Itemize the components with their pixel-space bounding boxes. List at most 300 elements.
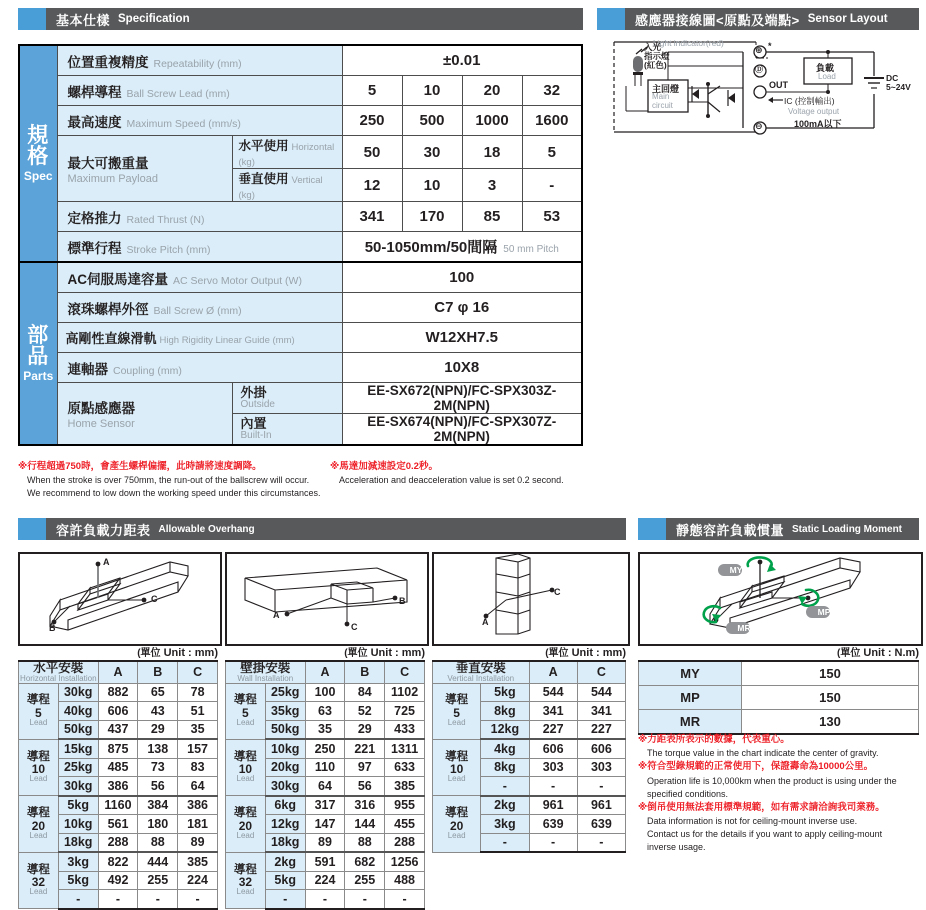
value-payload-h-3: 18 bbox=[462, 136, 522, 169]
table-row bbox=[433, 796, 626, 815]
payload-cell: 50kg bbox=[58, 720, 98, 739]
overhang-value-b: 444 bbox=[138, 852, 178, 871]
table-header-row bbox=[226, 661, 425, 683]
wall-overhang-table-wrapper bbox=[225, 660, 425, 910]
overhang-value-c: 303 bbox=[577, 758, 625, 777]
overhang-value-c: 89 bbox=[178, 833, 218, 852]
overhang-value-a: 386 bbox=[98, 777, 138, 796]
static-loading-moment-diagram bbox=[638, 552, 923, 646]
overhang-value-b: 84 bbox=[345, 683, 385, 702]
table-row bbox=[19, 232, 582, 263]
moment-footnote-3: ※倒吊使用無法套用標準規範，如有需求請洽詢我司業務。 Data information is not for ceiling-mount inverse use. Contact us for the details if you want to apply ceiling-mount inverse usage. bbox=[638, 801, 885, 852]
column-header-a: A bbox=[98, 661, 138, 683]
table-row bbox=[639, 686, 919, 710]
row-label-repeatability: 位置重複精度 Repeatability (mm) bbox=[57, 45, 342, 76]
spec-footnote-2-zh: ※馬達加減速設定0.2秒。 bbox=[330, 461, 438, 472]
overhang-value-b: 56 bbox=[345, 777, 385, 796]
overhang-value-c: 83 bbox=[178, 758, 218, 777]
overhang-value-c: 955 bbox=[385, 796, 425, 815]
parts-side-label-en: Parts bbox=[23, 368, 54, 383]
table-row bbox=[639, 661, 919, 686]
lead-group-label: 導程 32 Lead bbox=[19, 852, 59, 909]
overhang-value-c: 288 bbox=[385, 833, 425, 852]
point-label-a: A bbox=[103, 557, 110, 567]
overhang-value-a: 544 bbox=[529, 683, 577, 702]
overhang-value-b: 316 bbox=[345, 796, 385, 815]
table-row bbox=[19, 262, 582, 293]
sensor-header-title-en: Sensor Layout bbox=[807, 13, 888, 25]
specification-table-wrapper bbox=[18, 44, 583, 446]
overhang-value-a: 882 bbox=[98, 683, 138, 702]
overhang-value-a: 100 bbox=[305, 683, 345, 702]
table-row bbox=[226, 796, 425, 815]
overhang-header-title-zh: 容許負載力距表 bbox=[56, 522, 151, 538]
overhang-value-b: 682 bbox=[345, 852, 385, 871]
row-label-rated-thrust: 定格推力 Rated Thrust (N) bbox=[57, 202, 342, 232]
vertical-overhang-diagram bbox=[432, 552, 630, 646]
overhang-value-a: 224 bbox=[305, 871, 345, 890]
overhang-value-a: 147 bbox=[305, 815, 345, 834]
sensor-section-header bbox=[597, 8, 919, 30]
row-label-stroke-pitch: 標準行程 Stroke Pitch (mm) bbox=[57, 232, 342, 263]
moment-key: MY bbox=[639, 661, 742, 686]
overhang-value-c: - bbox=[385, 890, 425, 909]
overhang-value-c: 385 bbox=[385, 777, 425, 796]
overhang-value-a: 822 bbox=[98, 852, 138, 871]
sensor-header-swatch bbox=[597, 8, 625, 30]
overhang-value-c: 64 bbox=[178, 777, 218, 796]
overhang-value-c: 1256 bbox=[385, 852, 425, 871]
payload-cell: 40kg bbox=[58, 702, 98, 721]
overhang-value-a: 35 bbox=[305, 720, 345, 739]
overhang-value-c: 961 bbox=[577, 796, 625, 815]
d-terminal-icon: Ⓓ bbox=[755, 65, 763, 74]
column-header-c: C bbox=[178, 661, 218, 683]
moment-label-my: MY bbox=[729, 565, 743, 575]
wall-overhang-table bbox=[225, 660, 425, 910]
table-row bbox=[226, 852, 425, 871]
dc-label: DC bbox=[886, 73, 899, 83]
overhang-value-c: 227 bbox=[577, 720, 625, 739]
row-label-home-sensor: 原點感應器 Home Sensor bbox=[57, 383, 232, 446]
overhang-value-b: 43 bbox=[138, 702, 178, 721]
overhang-value-c: 386 bbox=[178, 796, 218, 815]
overhang-header-title-en: Allowable Overhang bbox=[158, 523, 255, 535]
overhang-value-c: 639 bbox=[577, 815, 625, 834]
table-row bbox=[19, 353, 582, 383]
row-label-coupling: 連軸器 Coupling (mm) bbox=[57, 353, 342, 383]
overhang-value-b: 88 bbox=[138, 833, 178, 852]
overhang-value-a: - bbox=[529, 777, 577, 796]
point-label-a: A bbox=[482, 617, 489, 627]
static-loading-moment-table-wrapper bbox=[638, 660, 919, 735]
overhang-value-b: 180 bbox=[138, 815, 178, 834]
overhang-value-c: 725 bbox=[385, 702, 425, 721]
moment-section-header bbox=[638, 518, 919, 540]
overhang-value-b: - bbox=[138, 890, 178, 909]
table-row bbox=[19, 45, 582, 76]
lead-group-label: 導程 20 Lead bbox=[226, 796, 266, 853]
moment-label-mr: MR bbox=[737, 623, 751, 633]
payload-cell: 10kg bbox=[58, 815, 98, 834]
moment-diagram-svg bbox=[640, 554, 917, 640]
payload-cell: - bbox=[481, 833, 529, 852]
spec-footnote-1-en-1: When the stroke is over 750mm, the run-out of the ballscrew will occur. bbox=[27, 475, 310, 486]
table-row bbox=[19, 383, 582, 414]
overhang-value-c: 455 bbox=[385, 815, 425, 834]
value-lead-32: 32 bbox=[522, 76, 582, 106]
wall-overhang-svg bbox=[227, 554, 423, 640]
ic-control-output-label: IC (控制輸出) bbox=[784, 96, 835, 106]
overhang-value-b: 73 bbox=[138, 758, 178, 777]
table-row bbox=[19, 796, 218, 815]
lead-group-label: 導程 20 Lead bbox=[19, 796, 59, 853]
overhang-value-a: 110 bbox=[305, 758, 345, 777]
payload-cell: 30kg bbox=[58, 777, 98, 796]
payload-cell: 5kg bbox=[58, 796, 98, 815]
point-label-c: C bbox=[351, 622, 358, 632]
sub-label-horizontal: 水平使用 Horizontal (kg) bbox=[232, 136, 342, 169]
overhang-value-a: 227 bbox=[529, 720, 577, 739]
spec-header-title-zh: 基本仕樣 bbox=[56, 12, 111, 28]
overhang-value-a: 1160 bbox=[98, 796, 138, 815]
point-label-b: B bbox=[49, 623, 56, 633]
overhang-value-c: 78 bbox=[178, 683, 218, 702]
overhang-header-swatch bbox=[18, 518, 46, 540]
payload-cell: 20kg bbox=[265, 758, 305, 777]
table-row bbox=[19, 739, 218, 758]
overhang-value-c: 224 bbox=[178, 871, 218, 890]
overhang-value-a: 250 bbox=[305, 739, 345, 758]
point-label-a: A bbox=[273, 610, 280, 620]
payload-cell: 4kg bbox=[481, 739, 529, 758]
spec-footnote-1-en-2: We recommend to low down the working speed under this circumstances. bbox=[27, 488, 321, 499]
spec-footnote-1-zh: ※行程超過750時，會產生螺桿偏擺，此時請將速度調降。 bbox=[18, 461, 262, 472]
spec-side-label bbox=[19, 45, 57, 262]
payload-cell: 15kg bbox=[58, 739, 98, 758]
point-label-c: C bbox=[151, 594, 158, 604]
payload-cell: 6kg bbox=[265, 796, 305, 815]
overhang-value-c: 157 bbox=[178, 739, 218, 758]
wall-overhang-diagram bbox=[225, 552, 429, 646]
lead-group-label: 導程 5 Lead bbox=[433, 683, 481, 739]
point-label-c: C bbox=[554, 587, 561, 597]
overhang-value-a: - bbox=[98, 890, 138, 909]
payload-cell: 35kg bbox=[265, 702, 305, 721]
payload-cell: 25kg bbox=[58, 758, 98, 777]
payload-cell: 3kg bbox=[481, 815, 529, 834]
row-label-linear-guide: 高剛性直線滑軌 High Rigidity Linear Guide (mm) bbox=[57, 323, 342, 353]
lead-group-label: 導程 10 Lead bbox=[433, 739, 481, 796]
main-circuit-zh-label: 主回燈 bbox=[652, 84, 680, 94]
lead-group-label: 導程 20 Lead bbox=[433, 796, 481, 853]
payload-cell: - bbox=[265, 890, 305, 909]
table-row bbox=[433, 739, 626, 758]
payload-cell: 30kg bbox=[265, 777, 305, 796]
overhang-value-a: 89 bbox=[305, 833, 345, 852]
value-payload-v-3: 3 bbox=[462, 169, 522, 202]
overhang-value-c: 51 bbox=[178, 702, 218, 721]
spec-footnote-2-en-1: Acceleration and deacceleration value is set 0.2 second. bbox=[339, 475, 564, 486]
spec-side-label-en: Spec bbox=[23, 168, 53, 183]
load-zh-label: 負載 bbox=[816, 63, 835, 73]
table-row bbox=[433, 683, 626, 702]
payload-cell: 30kg bbox=[58, 683, 98, 702]
main-circuit-en-label: Main circuit bbox=[652, 92, 673, 110]
table-row bbox=[19, 202, 582, 232]
overhang-value-c: 341 bbox=[577, 702, 625, 721]
payload-cell: 12kg bbox=[481, 720, 529, 739]
moment-header-title-zh: 靜態容許負載慣量 bbox=[676, 522, 785, 538]
lead-group-label: 導程 10 Lead bbox=[19, 739, 59, 796]
parts-side-label-zh: 部品 bbox=[27, 323, 50, 369]
value-home-sensor-outside: EE-SX672(NPN)/FC-SPX303Z-2M(NPN) bbox=[342, 383, 582, 414]
horizontal-overhang-diagram bbox=[18, 552, 222, 646]
overhang-value-a: 492 bbox=[98, 871, 138, 890]
value-payload-h-2: 30 bbox=[402, 136, 462, 169]
value-linear-guide: W12XH7.5 bbox=[342, 323, 582, 353]
vertical-overhang-table-wrapper bbox=[432, 660, 626, 853]
parts-side-label bbox=[19, 262, 57, 445]
payload-cell: 5kg bbox=[58, 871, 98, 890]
payload-cell: 50kg bbox=[265, 720, 305, 739]
moment-footnote-1: ※力距表所表示的數據，代表重心。 The torque value in the chart indicate the center of gravity. bbox=[638, 734, 879, 759]
overhang-value-c: - bbox=[577, 833, 625, 852]
value-speed-2: 500 bbox=[402, 106, 462, 136]
value-speed-3: 1000 bbox=[462, 106, 522, 136]
column-header-b: B bbox=[138, 661, 178, 683]
overhang-value-b: 138 bbox=[138, 739, 178, 758]
value-payload-v-1: 12 bbox=[342, 169, 402, 202]
sensor-header-title-zh: 感應器接線圖<原點及端點> bbox=[635, 12, 800, 28]
value-stroke-pitch: 50-1050mm/50間隔 50 mm Pitch bbox=[342, 232, 582, 263]
value-payload-h-1: 50 bbox=[342, 136, 402, 169]
column-header-a: A bbox=[529, 661, 577, 683]
spec-header-title-en: Specification bbox=[118, 13, 190, 25]
value-payload-h-4: 5 bbox=[522, 136, 582, 169]
moment-footnote-2: ※符合型錄規範的正常使用下，保證壽命為10000公里。 Operation life is 10,000km when the product is using under the specified conditions. bbox=[638, 761, 897, 799]
current-limit-label: 100mA以下 bbox=[794, 119, 842, 129]
dc-range-label: 5~24V bbox=[886, 82, 911, 92]
table-row bbox=[19, 106, 582, 136]
overhang-value-a: 288 bbox=[98, 833, 138, 852]
payload-cell: 8kg bbox=[481, 702, 529, 721]
column-header-c: C bbox=[385, 661, 425, 683]
table-header-row bbox=[19, 661, 218, 683]
payload-cell: 2kg bbox=[481, 796, 529, 815]
table-row bbox=[19, 76, 582, 106]
overhang-value-a: 639 bbox=[529, 815, 577, 834]
table-header-row bbox=[433, 661, 626, 683]
overhang-value-c: 606 bbox=[577, 739, 625, 758]
overhang-value-b: 384 bbox=[138, 796, 178, 815]
row-label-servo-output: AC伺服馬達容量 AC Servo Motor Output (W) bbox=[57, 262, 342, 293]
overhang-value-c: 181 bbox=[178, 815, 218, 834]
vertical-overhang-table bbox=[432, 660, 626, 853]
value-speed-1: 250 bbox=[342, 106, 402, 136]
row-label-max-payload: 最大可搬重量 Maximum Payload bbox=[57, 136, 232, 202]
moment-label-mp: MP bbox=[817, 607, 831, 617]
overhang-value-b: 65 bbox=[138, 683, 178, 702]
wall-unit-label: (單位 Unit : mm) bbox=[344, 647, 425, 659]
overhang-value-b: 255 bbox=[345, 871, 385, 890]
overhang-value-a: 591 bbox=[305, 852, 345, 871]
table-row bbox=[639, 710, 919, 735]
asterisk-marker: * bbox=[768, 41, 772, 51]
overhang-value-b: 29 bbox=[345, 720, 385, 739]
specification-table bbox=[18, 44, 583, 446]
table-row bbox=[226, 683, 425, 702]
value-lead-20: 20 bbox=[462, 76, 522, 106]
spec-header-swatch bbox=[18, 8, 46, 30]
overhang-value-c: 1311 bbox=[385, 739, 425, 758]
overhang-value-c: - bbox=[577, 777, 625, 796]
plus-terminal-icon: ⊕ bbox=[755, 45, 763, 55]
value-speed-4: 1600 bbox=[522, 106, 582, 136]
overhang-value-a: - bbox=[305, 890, 345, 909]
spec-section-header bbox=[18, 8, 583, 30]
vertical-unit-label: (單位 Unit : mm) bbox=[545, 647, 626, 659]
payload-cell: 3kg bbox=[58, 852, 98, 871]
lead-group-label: 導程 10 Lead bbox=[226, 739, 266, 796]
payload-cell: 18kg bbox=[58, 833, 98, 852]
value-payload-v-2: 10 bbox=[402, 169, 462, 202]
spec-side-label-zh: 規格 bbox=[27, 123, 50, 169]
overhang-value-a: 64 bbox=[305, 777, 345, 796]
overhang-value-c: 35 bbox=[178, 720, 218, 739]
load-en-label: Load bbox=[818, 72, 836, 81]
sensor-layout-diagram bbox=[608, 36, 911, 136]
payload-cell: 8kg bbox=[481, 758, 529, 777]
moment-value: 150 bbox=[742, 686, 919, 710]
overhang-table-name: 水平安裝 Horizontal Installation bbox=[20, 661, 97, 683]
value-thrust-3: 85 bbox=[462, 202, 522, 232]
overhang-value-b: 88 bbox=[345, 833, 385, 852]
horizontal-overhang-table-wrapper bbox=[18, 660, 218, 910]
sub-label-vertical: 垂直使用 Vertical (kg) bbox=[232, 169, 342, 202]
overhang-value-b: - bbox=[345, 890, 385, 909]
overhang-value-a: 875 bbox=[98, 739, 138, 758]
moment-key: MR bbox=[639, 710, 742, 735]
value-servo-output: 100 bbox=[342, 262, 582, 293]
table-row bbox=[19, 323, 582, 353]
row-label-max-speed: 最高速度 Maximum Speed (mm/s) bbox=[57, 106, 342, 136]
table-row bbox=[19, 683, 218, 702]
vertical-overhang-svg bbox=[434, 554, 624, 640]
overhang-value-a: 485 bbox=[98, 758, 138, 777]
point-label-b: B bbox=[399, 596, 406, 606]
payload-cell: 25kg bbox=[265, 683, 305, 702]
table-row bbox=[226, 739, 425, 758]
moment-value: 150 bbox=[742, 661, 919, 686]
payload-cell: 10kg bbox=[265, 739, 305, 758]
overhang-value-c: 488 bbox=[385, 871, 425, 890]
value-home-sensor-builtin: EE-SX674(NPN)/FC-SPX307Z-2M(NPN) bbox=[342, 414, 582, 446]
table-row bbox=[19, 852, 218, 871]
table-row bbox=[19, 293, 582, 323]
overhang-value-a: 961 bbox=[529, 796, 577, 815]
payload-cell: - bbox=[481, 777, 529, 796]
overhang-value-a: 303 bbox=[529, 758, 577, 777]
overhang-value-b: 52 bbox=[345, 702, 385, 721]
value-thrust-2: 170 bbox=[402, 202, 462, 232]
overhang-value-a: 606 bbox=[529, 739, 577, 758]
sub-label-outside: 外掛 Outside bbox=[232, 383, 342, 414]
overhang-value-b: 144 bbox=[345, 815, 385, 834]
value-thrust-1: 341 bbox=[342, 202, 402, 232]
payload-cell: 2kg bbox=[265, 852, 305, 871]
value-thrust-4: 53 bbox=[522, 202, 582, 232]
value-lead-10: 10 bbox=[402, 76, 462, 106]
column-header-c: C bbox=[577, 661, 625, 683]
overhang-value-c: 385 bbox=[178, 852, 218, 871]
overhang-value-a: 317 bbox=[305, 796, 345, 815]
overhang-value-b: 29 bbox=[138, 720, 178, 739]
overhang-value-a: - bbox=[529, 833, 577, 852]
overhang-value-b: 56 bbox=[138, 777, 178, 796]
payload-cell: 5kg bbox=[265, 871, 305, 890]
overhang-value-b: 97 bbox=[345, 758, 385, 777]
overhang-value-c: 633 bbox=[385, 758, 425, 777]
value-ball-screw-dia: C7 φ 16 bbox=[342, 293, 582, 323]
moment-footnotes bbox=[638, 733, 923, 854]
overhang-value-c: 433 bbox=[385, 720, 425, 739]
overhang-value-a: 561 bbox=[98, 815, 138, 834]
moment-header-title-en: Static Loading Moment bbox=[792, 523, 903, 535]
lead-group-label: 導程 5 Lead bbox=[19, 683, 59, 739]
payload-cell: 5kg bbox=[481, 683, 529, 702]
payload-cell: 18kg bbox=[265, 833, 305, 852]
light-indicator-zh-label: 入光 指示燈 (紅色) bbox=[644, 42, 670, 71]
overhang-value-a: 437 bbox=[98, 720, 138, 739]
minus-terminal-icon: ⊖ bbox=[755, 121, 763, 131]
overhang-value-b: 221 bbox=[345, 739, 385, 758]
overhang-value-c: 544 bbox=[577, 683, 625, 702]
lead-group-label: 導程 32 Lead bbox=[226, 852, 266, 909]
moment-header-swatch bbox=[638, 518, 666, 540]
overhang-value-c: 1102 bbox=[385, 683, 425, 702]
value-lead-5: 5 bbox=[342, 76, 402, 106]
row-label-ball-screw-dia: 滾珠螺桿外徑 Ball Screw Ø (mm) bbox=[57, 293, 342, 323]
column-header-a: A bbox=[305, 661, 345, 683]
overhang-section-header bbox=[18, 518, 626, 540]
payload-cell: 12kg bbox=[265, 815, 305, 834]
moment-unit-label: (單位 Unit : N.m) bbox=[836, 647, 919, 659]
overhang-value-b: 255 bbox=[138, 871, 178, 890]
horizontal-overhang-table bbox=[18, 660, 218, 910]
value-coupling: 10X8 bbox=[342, 353, 582, 383]
sub-label-builtin: 內置 Built-In bbox=[232, 414, 342, 446]
spec-footnote-2 bbox=[330, 460, 610, 487]
overhang-value-c: - bbox=[178, 890, 218, 909]
overhang-value-a: 606 bbox=[98, 702, 138, 721]
column-header-b: B bbox=[345, 661, 385, 683]
out-terminal-label: OUT bbox=[769, 80, 788, 90]
value-payload-v-4: - bbox=[522, 169, 582, 202]
overhang-table-name: 垂直安裝 Vertical Installation bbox=[433, 661, 530, 683]
overhang-table-name: 壁掛安裝 Wall Installation bbox=[226, 661, 306, 683]
value-repeatability: ±0.01 bbox=[342, 45, 582, 76]
lead-group-label: 導程 5 Lead bbox=[226, 683, 266, 739]
static-loading-moment-table bbox=[638, 660, 919, 735]
overhang-value-a: 63 bbox=[305, 702, 345, 721]
spec-footnote-1 bbox=[18, 460, 348, 500]
overhang-value-a: 341 bbox=[529, 702, 577, 721]
row-label-ball-screw-lead: 螺桿導程 Ball Screw Lead (mm) bbox=[57, 76, 342, 106]
light-indicator-en-label: Light indicator(red) bbox=[653, 38, 724, 48]
table-row bbox=[19, 136, 582, 169]
payload-cell: - bbox=[58, 890, 98, 909]
